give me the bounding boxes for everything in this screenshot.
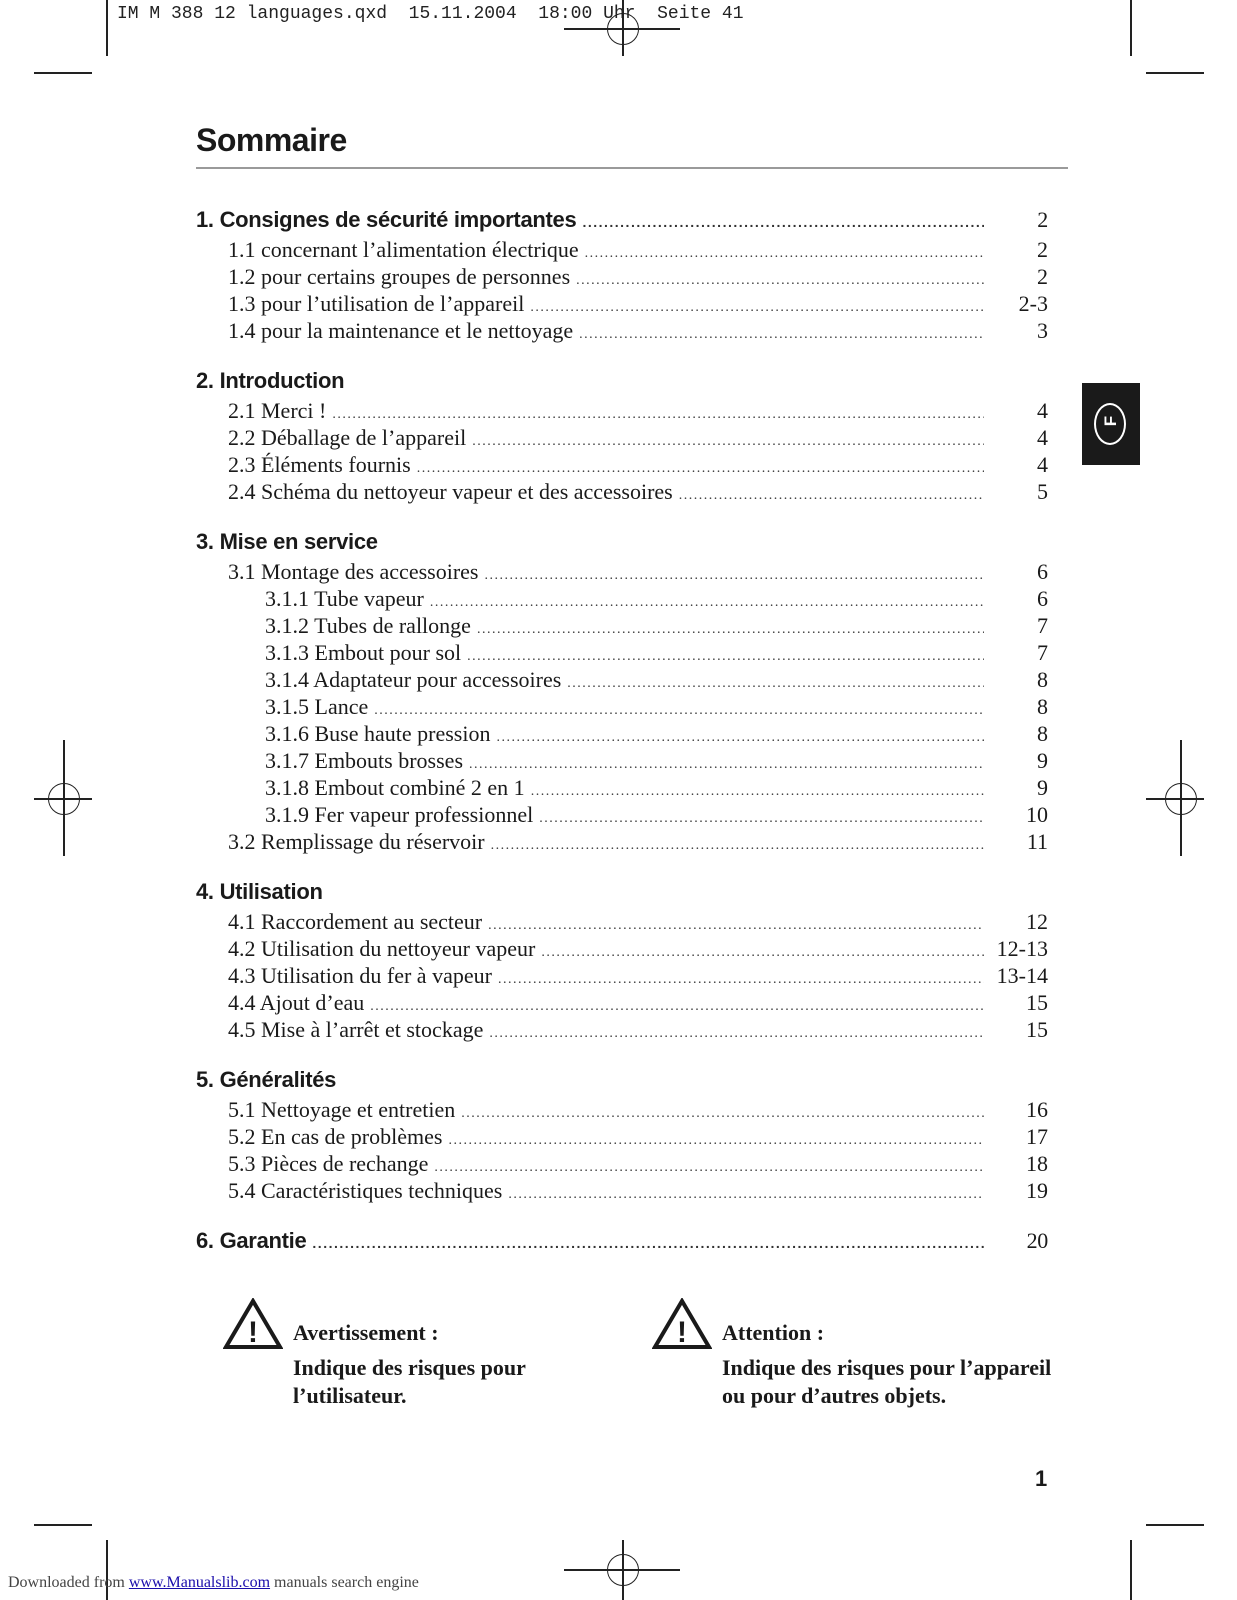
toc-entry[interactable] (196, 558, 1048, 585)
manualslib-link[interactable]: www.Manualslib.com (128, 1574, 271, 1591)
toc-entry[interactable] (196, 397, 1048, 424)
dot-leader (576, 267, 984, 294)
toc-section (196, 525, 1048, 855)
dot-leader (567, 670, 984, 697)
toc-entry-label: 1.1 concernant l’alimentation électrique (228, 237, 579, 262)
toc-entry[interactable] (196, 1123, 1048, 1150)
dot-leader (498, 966, 984, 993)
toc-entry-label: 3.1.4 Adaptateur pour accessoires (265, 667, 562, 692)
toc-section (196, 875, 1048, 1043)
toc-section (196, 203, 1048, 344)
toc-entry-label: 5.4 Caractéristiques techniques (228, 1178, 503, 1203)
toc-entry-label: 5.3 Pièces de rechange (228, 1151, 429, 1176)
warning-triangle-icon (223, 1298, 283, 1350)
toc-heading-number: 5. (196, 1067, 214, 1092)
toc-entry-label: 4.2 Utilisation du nettoyeur vapeur (228, 936, 536, 961)
toc-entry[interactable] (196, 639, 1048, 666)
dot-leader (469, 751, 984, 778)
toc-entry-label: 2.2 Déballage de l’appareil (228, 425, 467, 450)
notice-line: Indique des risques pour (293, 1355, 526, 1380)
notice-body (293, 1354, 526, 1410)
toc-entry-label: 3.1 Montage des accessoires (228, 559, 479, 584)
notice-line: Indique des risques pour l’appareil (722, 1355, 1052, 1380)
toc-page-number: 8 (1037, 694, 1048, 719)
toc-heading-text (196, 364, 344, 397)
language-tab-letter: F (1101, 415, 1120, 427)
toc-entry-label: 4.3 Utilisation du fer à vapeur (228, 963, 492, 988)
toc-heading-text (196, 1063, 336, 1096)
notice-body (722, 1354, 1051, 1410)
print-slug: IM M 388 12 languages.qxd 15.11.2004 18:00 Uhr Seite 41 (117, 4, 744, 24)
toc-heading-label: Généralités (219, 1067, 337, 1092)
toc-heading-text (196, 1224, 306, 1257)
toc-page-number: 7 (1037, 613, 1048, 638)
toc-heading-label: Utilisation (219, 879, 323, 904)
toc-entry[interactable] (196, 424, 1048, 451)
toc-entry-label: 3.1.6 Buse haute pression (265, 721, 491, 746)
dot-leader (484, 562, 984, 589)
toc-section (196, 1224, 1048, 1257)
toc-page-number: 18 (1026, 1151, 1048, 1176)
crop-mark-top-right-h (1146, 72, 1204, 74)
toc-heading-text (196, 203, 576, 236)
toc-page-number: 20 (1026, 1228, 1048, 1253)
toc-entry[interactable] (196, 828, 1048, 855)
warning-triangle-icon (652, 1298, 712, 1350)
dot-leader (539, 805, 984, 832)
toc-page-number: 2 (1037, 264, 1048, 289)
toc-heading[interactable] (196, 1224, 1048, 1257)
toc-entry-label: 3.1.5 Lance (265, 694, 369, 719)
toc-entry-label: 3.1.3 Embout pour sol (265, 640, 462, 665)
toc-heading[interactable] (196, 364, 1048, 397)
toc-heading-text (196, 525, 378, 558)
toc-heading-number: 4. (196, 879, 214, 904)
toc-entry[interactable] (196, 263, 1048, 290)
dot-leader (448, 1127, 984, 1154)
toc-page-number: 15 (1026, 1017, 1048, 1042)
notice-line: l’utilisateur. (293, 1383, 407, 1408)
toc-entry-label: 5.2 En cas de problèmes (228, 1124, 443, 1149)
toc-page-number: 2-3 (1018, 291, 1048, 316)
toc-entry[interactable] (196, 236, 1048, 263)
toc-page-number: 12 (1026, 909, 1048, 934)
dot-leader (530, 294, 984, 321)
toc-entry[interactable] (196, 1177, 1048, 1204)
toc-page-number: 3 (1037, 318, 1048, 343)
dot-leader (489, 1020, 984, 1047)
toc-heading-label: Introduction (219, 368, 345, 393)
toc-entry[interactable] (196, 1150, 1048, 1177)
toc-page-number: 19 (1026, 1178, 1048, 1203)
toc-entry-label: 2.4 Schéma du nettoyeur vapeur et des accessoires (228, 479, 673, 504)
footer-suffix: manuals search engine (270, 1574, 419, 1591)
dot-leader (496, 724, 984, 751)
dot-leader (531, 778, 984, 805)
language-tab (1082, 383, 1140, 465)
toc-section (196, 1063, 1048, 1204)
crop-mark-bottom-left-h (34, 1524, 92, 1526)
dot-leader (312, 1227, 984, 1260)
dot-leader (434, 1154, 984, 1181)
notice-title: Attention : (722, 1320, 825, 1345)
toc-heading-number: 6. (196, 1228, 214, 1253)
toc-entry[interactable] (196, 478, 1048, 505)
dot-leader (430, 589, 984, 616)
toc-heading-label: Garantie (219, 1228, 307, 1253)
toc-heading-label: Consignes de sécurité importantes (219, 207, 577, 232)
toc-heading[interactable] (196, 203, 1048, 236)
dot-leader (472, 428, 984, 455)
crop-mark-top-right-v (1130, 0, 1132, 56)
toc-entry[interactable] (196, 290, 1048, 317)
page-number: 1 (1035, 1466, 1048, 1491)
toc-heading[interactable] (196, 875, 1048, 908)
toc-entry[interactable] (196, 935, 1048, 962)
toc-entry-label: 3.1.7 Embouts brosses (265, 748, 463, 773)
toc-entry[interactable] (196, 451, 1048, 478)
dot-leader (461, 1100, 984, 1127)
toc-entry[interactable] (196, 747, 1048, 774)
toc-entry[interactable] (196, 774, 1048, 801)
dot-leader (541, 939, 984, 966)
crop-mark-bottom-right-h (1146, 1524, 1204, 1526)
toc-heading-text (196, 875, 323, 908)
toc-heading[interactable] (196, 1063, 1048, 1096)
toc-page-number: 6 (1037, 559, 1048, 584)
toc-page-number: 4 (1037, 398, 1048, 423)
page-title: Sommaire (196, 122, 347, 158)
toc-page-number: 2 (1037, 237, 1048, 262)
toc-page-number: 4 (1037, 425, 1048, 450)
toc-entry[interactable] (196, 612, 1048, 639)
toc-entry[interactable] (196, 989, 1048, 1016)
toc-entry-label: 1.4 pour la maintenance et le nettoyage (228, 318, 574, 343)
toc-entry[interactable] (196, 693, 1048, 720)
svg-text:!: ! (677, 1316, 687, 1349)
toc-entry[interactable] (196, 801, 1048, 828)
dot-leader (582, 206, 984, 239)
toc-entry-label: 2.3 Éléments fournis (228, 452, 411, 477)
title-divider (196, 167, 1068, 169)
toc-entry[interactable] (196, 720, 1048, 747)
dot-leader (679, 482, 984, 509)
crop-mark-top-left-h (34, 72, 92, 74)
toc-page-number: 17 (1026, 1124, 1048, 1149)
toc-entry-label: 1.3 pour l’utilisation de l’appareil (228, 291, 525, 316)
dot-leader (477, 616, 984, 643)
toc-entry[interactable] (196, 1016, 1048, 1043)
toc-page-number: 13-14 (996, 963, 1048, 988)
toc-entry[interactable] (196, 1096, 1048, 1123)
toc-entry-label: 2.1 Merci ! (228, 398, 327, 423)
toc-page-number: 10 (1026, 802, 1048, 827)
toc-page-number: 7 (1037, 640, 1048, 665)
toc-page-number: 8 (1037, 667, 1048, 692)
toc-entry-label: 4.5 Mise à l’arrêt et stockage (228, 1017, 484, 1042)
footer-download-note (8, 1574, 419, 1592)
dot-leader (585, 240, 984, 267)
toc-entry-label: 3.1.8 Embout combiné 2 en 1 (265, 775, 525, 800)
toc-entry-label: 3.2 Remplissage du réservoir (228, 829, 485, 854)
crop-mark-top-left-v (106, 0, 108, 56)
dot-leader (508, 1181, 984, 1208)
toc-page-number: 6 (1037, 586, 1048, 611)
toc-entry[interactable] (196, 666, 1048, 693)
toc-entry-label: 1.2 pour certains groupes de personnes (228, 264, 571, 289)
toc-entry[interactable] (196, 908, 1048, 935)
notice-line: ou pour d’autres objets. (722, 1383, 947, 1408)
toc-entry-label: 3.1.9 Fer vapeur professionnel (265, 802, 534, 827)
toc-page-number: 5 (1037, 479, 1048, 504)
toc-heading-number: 2. (196, 368, 214, 393)
toc-page-number: 15 (1026, 990, 1048, 1015)
toc-page-number: 8 (1037, 721, 1048, 746)
footer-prefix: Downloaded from (8, 1574, 129, 1591)
toc-section (196, 364, 1048, 505)
toc-entry-label: 4.1 Raccordement au secteur (228, 909, 483, 934)
toc-heading-number: 3. (196, 529, 214, 554)
toc-entry[interactable] (196, 585, 1048, 612)
toc-page-number: 2 (1037, 207, 1048, 232)
toc-heading-label: Mise en service (219, 529, 378, 554)
dot-leader (579, 321, 984, 348)
toc-page-number: 4 (1037, 452, 1048, 477)
table-of-contents (196, 203, 1048, 1277)
toc-entry-label: 5.1 Nettoyage et entretien (228, 1097, 456, 1122)
toc-page-number: 11 (1026, 829, 1048, 854)
toc-entry[interactable] (196, 962, 1048, 989)
toc-entry-label: 3.1.1 Tube vapeur (265, 586, 424, 611)
notice-title: Avertissement : (293, 1320, 439, 1345)
toc-page-number: 9 (1037, 775, 1048, 800)
svg-text:!: ! (248, 1316, 258, 1349)
toc-heading-number: 1. (196, 207, 214, 232)
crop-mark-bottom-right-v (1130, 1540, 1132, 1600)
dot-leader (488, 912, 984, 939)
toc-page-number: 16 (1026, 1097, 1048, 1122)
toc-page-number: 12-13 (996, 936, 1048, 961)
toc-entry-label: 4.4 Ajout d’eau (228, 990, 365, 1015)
toc-entry-label: 3.1.2 Tubes de rallonge (265, 613, 471, 638)
toc-page-number: 9 (1037, 748, 1048, 773)
toc-entry[interactable] (196, 317, 1048, 344)
dot-leader (491, 832, 984, 859)
toc-heading[interactable] (196, 525, 1048, 558)
